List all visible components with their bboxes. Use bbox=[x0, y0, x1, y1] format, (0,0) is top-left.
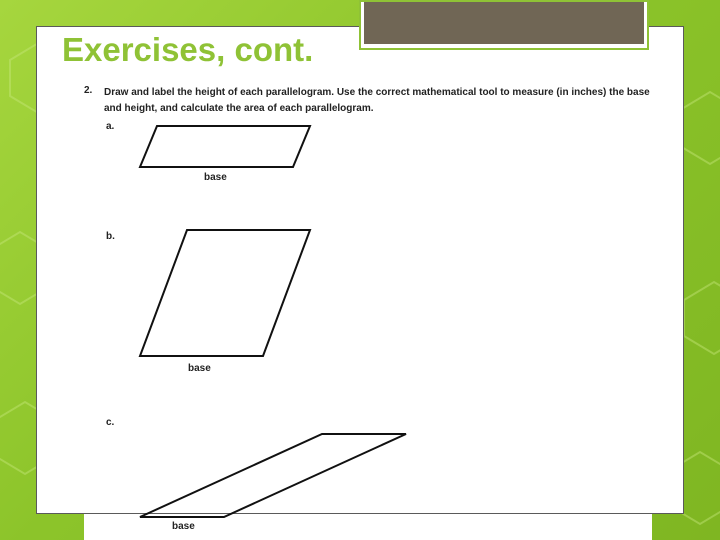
slide-title: Exercises, cont. bbox=[62, 31, 314, 68]
base-label-b: base bbox=[188, 363, 211, 374]
item-label-c: c. bbox=[106, 417, 115, 428]
base-label-a: base bbox=[204, 172, 227, 183]
parallelogram-b bbox=[140, 230, 310, 356]
base-label-c: base bbox=[172, 521, 195, 532]
item-label-a: a. bbox=[106, 121, 115, 132]
item-label-b: b. bbox=[106, 231, 115, 242]
parallelogram-c bbox=[140, 434, 406, 517]
parallelogram-a bbox=[140, 126, 310, 167]
instructions-line-2: and height, and calculate the area of each parallelogram. bbox=[104, 103, 374, 114]
instructions-line-1: Draw and label the height of each parallelogram. Use the correct mathematical tool to measure (in inches) the base bbox=[104, 87, 650, 98]
problem-number: 2. bbox=[84, 85, 93, 96]
